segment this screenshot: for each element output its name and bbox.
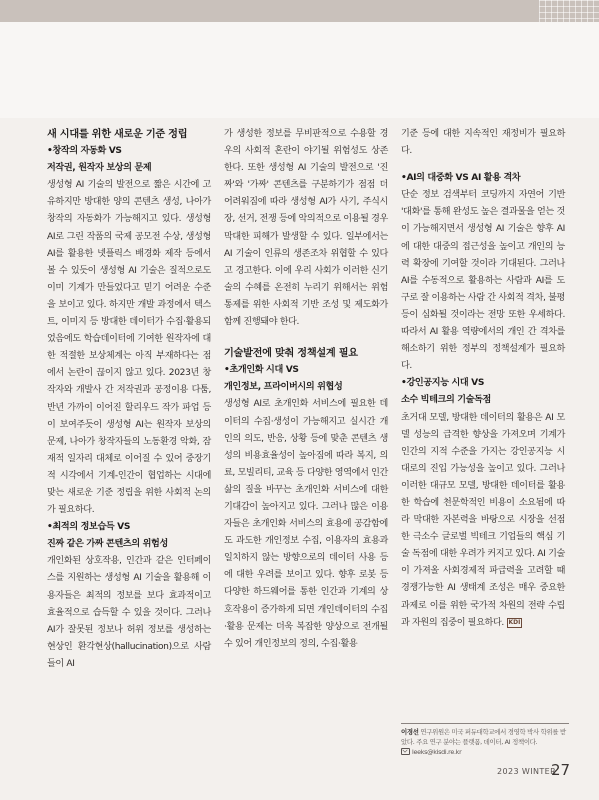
author-divider — [401, 723, 569, 724]
subheading-ai-gap: •AI의 대중화 VS AI 활용 격차 — [401, 173, 521, 184]
paragraph-big-tech — [401, 410, 565, 632]
paragraph-personalization: 생성형 AI로 초개인화 서비스에 필요한 데이터의 수집·생성이 가능해지고 실시간 개인의 의도, 반응, 상황 등에 맞춘 콘텐츠 생성의 비용효율성이 높아짐에 따라 복지, 의료, 모빌리티, 교육 등 다양한 영역에서 인간 삶의 질을 바꾸는 초개인화 서비스에 대한 기대감이 높아지고 있다. 그러나 많은 이용자들은 초개인화 서비스의 효용에 공감함에도 과도한 개인정보 수집, 이용자의 효용과 일치하지 않는 방향으로의 데이터 사용 등에 대한 우려를 보이고 있다. 향후 로봇 등 다양한 하드웨어를 통한 인간과 기계의 상호작용이 증가하게 되면 개인데이터의 수집·활용 문제는 더욱 복잡한 양상으로 전개될 수 있어 개인정보의 정의, 수집·활용 — [224, 399, 388, 649]
header-band — [0, 22, 599, 118]
author-email[interactable]: leeks@kisdi.re.kr — [412, 748, 462, 756]
page-number: 27 — [551, 761, 571, 779]
article-column-3 — [401, 126, 565, 632]
header-bar — [0, 0, 599, 22]
author-info — [401, 727, 569, 757]
author-name: 이경선 — [401, 728, 419, 736]
subheading-automation: •창작의 자동화 VS — [47, 146, 122, 157]
subheading-strong-ai: •강인공지능 시대 VS — [401, 378, 485, 389]
section-title-new-standards: 새 시대를 위한 새로운 기준 정립 — [47, 129, 188, 140]
article-column-1 — [47, 126, 211, 673]
paragraph-risk: 가 생성한 정보를 무비판적으로 수용할 경우의 사회적 혼란이 야기될 위험성도 상존한다. 또한 생성형 AI 기술의 발전으로 '진짜'와 '가짜' 콘텐츠를 구분하기가 점점 더 어려워짐에 따라 생성형 AI가 사기, 주식시장, 선거, 전쟁 등에 악의적으로 이용될 경우 막대한 피해가 발생할 수 있다. 일부에서는 AI 기술이 인류의 생존조차 위협할 수 있다고 경고한다. 이에 우리 사회가 이러한 신기술의 수혜를 온전히 누리기 위해서는 위험 통제를 위한 사회적 기반 조성 및 제도화가 함께 진행돼야 한다. — [224, 129, 388, 328]
paragraph-continuation: 기준 등에 대한 지속적인 재정비가 필요하다. — [401, 129, 565, 157]
page-season: 2023 WINTER — [497, 767, 557, 776]
subheading-fake-content: 진짜 같은 가짜 콘텐츠의 위험성 — [47, 539, 168, 550]
author-bio: 연구위원은 미국 퍼듀대학교에서 경영학 박사 학위를 받았다. 주요 연구 분야는 플랫폼, 데이터, AI 정책이다. — [401, 728, 566, 746]
subheading-hyper-personalization: •초개인화 시대 VS — [224, 365, 299, 376]
email-icon — [401, 748, 410, 755]
paragraph-ai-gap: 단순 정보 검색부터 코딩까지 자연어 기반 '대화'를 통해 완성도 높은 결과물을 얻는 것이 가능해지면서 생성형 AI 기술은 향후 AI에 대한 대중의 접근성을 높이고 개인의 능력 확장에 기여할 것이라 기대된다. 그러나 AI를 수동적으로 활용하는 사람과 AI를 도구로 잘 이용하는 사람 간 사회적 격차, 불평등이 심화될 것이라는 전망 또한 우세하다. 따라서 AI 활용 역량에서의 개인 간 격차를 해소하기 위한 정부의 정책설계가 필요하다. — [401, 190, 565, 372]
paragraph-automation: 생성형 AI 기술의 발전으로 짧은 시간에 고유하지만 방대한 양의 콘텐츠 생성, 나아가 창작의 자동화가 가능해지고 있다. 생성형 AI로 그린 작품의 국제 공모전 수상, 생성형 AI를 활용한 넷플릭스 배경화 제작 등에서 볼 수 있듯이 생성형 AI 기술은 질적으로도 이미 기계가 만들었다고 믿기 어려운 수준을 보이고 있다. 하지만 개발 과정에서 텍스트, 이미지 등 방대한 데이터가 수집·활용되었음에도 학습데이터에 기여한 원작자에 대한 적절한 보상체계는 아직 부재하다는 점에서 논란이 끊이지 않고 있다. 2023년 창작자와 개발사 간 저작권과 공정이용 다툼, 반년 가까이 이어진 할리우드 작가 파업 등이 보여주듯이 생성형 AI는 원작자 보상의 문제, 나아가 창작자들의 노동환경 악화, 잠재적 일자리 대체로 이어질 수 있어 중장기적 시각에서 기계-인간이 협업하는 시대에 맞는 새로운 기준 정립을 위한 사회적 논의가 필요하다. — [47, 180, 211, 516]
article-column-2 — [224, 126, 388, 653]
paragraph-information: 개인화된 상호작용, 인간과 같은 인터페이스를 지원하는 생성형 AI 기술을 활용해 이용자들은 최적의 정보를 보다 효과적이고 효율적으로 습득할 수 있을 것이다. 그러나 AI가 잘못된 정보나 허위 정보를 생성하는 현상인 환각현상(hallucination)으로 사람들이 AI — [47, 556, 211, 669]
kdi-end-mark: KDI — [508, 618, 521, 626]
subheading-privacy: 개인정보, 프라이버시의 위협성 — [224, 382, 343, 393]
paragraph-big-tech-text: 초거대 모델, 방대한 데이터의 활용은 AI 모델 성능의 급격한 향상을 가져오며 기계가 인간의 지적 수준을 가지는 강인공지능 시대로의 진입 가능성을 높이고 있다. 그러나 이러한 대규모 모델, 방대한 데이터를 활용한 학습에 천문학적인 비용이 소요됨에 따라 막대한 자본력을 바탕으로 시장을 선점한 극소수 글로벌 빅테크 기업들의 핵심 기술 독점에 대한 우려가 커지고 있다. AI 기술이 가져올 사회경제적 파급력을 고려할 때 경쟁가능한 AI 생태계 조성은 매우 중요한 과제로 이를 위한 국가적 차원의 전략 수립과 자원의 집중이 필요하다. — [401, 412, 565, 628]
subheading-copyright: 저작권, 원작자 보상의 문제 — [47, 163, 152, 174]
subheading-big-tech: 소수 빅테크의 기술독점 — [401, 395, 491, 406]
section-title-policy-design: 기술발전에 맞춰 정책설계 필요 — [224, 348, 358, 360]
subheading-information: •최적의 정보습득 VS — [47, 522, 131, 533]
